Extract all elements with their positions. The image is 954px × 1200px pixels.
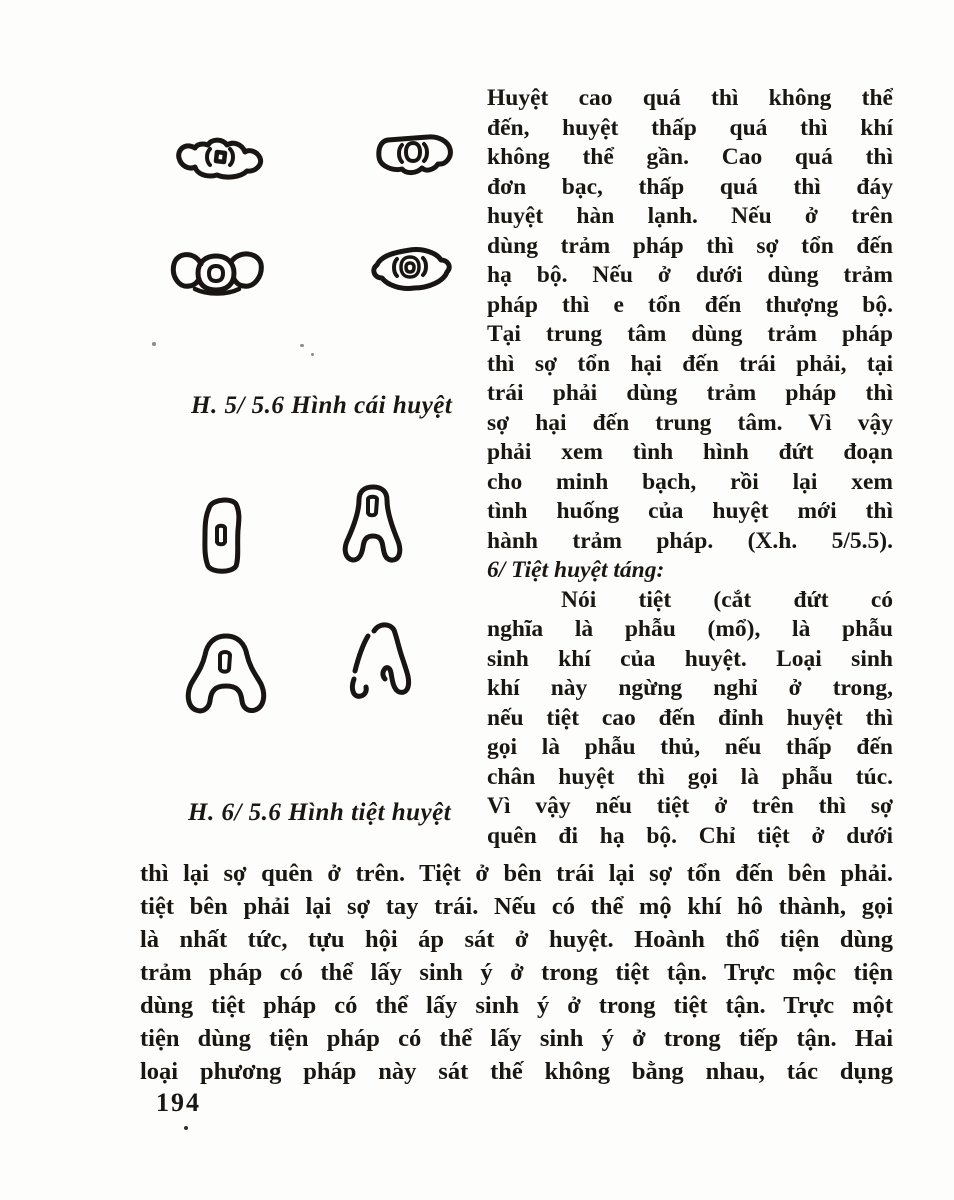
text-line: hành trảm pháp. (X.h. 5/5.5). — [487, 527, 893, 554]
text-line: nếu tiệt cao đến đỉnh huyệt thì — [487, 704, 893, 731]
text-line: đơn bạc, thấp quá thì đáy — [487, 173, 893, 200]
text-line: tiệt bên phải lại sợ tay trái. Nếu có thể mộ khí hô thành, gọi — [140, 893, 893, 920]
text-line: Nói tiệt (cắt đứt có — [561, 586, 893, 613]
text-line: quên đi hạ bộ. Chỉ tiệt ở dưới — [487, 822, 893, 849]
text-line: sợ hại đến trung tâm. Vì vậy — [487, 409, 893, 436]
section-heading: 6/ Tiệt huyệt táng: — [487, 557, 665, 583]
text-line: cho minh bạch, rồi lại xem — [487, 468, 893, 495]
text-line: tiện dùng tiện pháp có thể lấy sinh ý ở trong tiếp tận. Hai — [140, 1025, 893, 1052]
text-line: đến, huyệt thấp quá thì khí — [487, 114, 893, 141]
figure-tiet-huyet-shape-1 — [197, 496, 245, 576]
figure-tiet-huyet-shape-4 — [346, 620, 414, 708]
page-number: 194 — [156, 1088, 201, 1117]
figure-tiet-huyet-shape-2 — [342, 483, 404, 571]
scan-speck — [300, 344, 304, 347]
text-line: huyệt hàn lạnh. Nếu ở trên — [487, 203, 893, 229]
text-line: tình huống của huyệt mới thì — [487, 498, 893, 524]
figure-cai-huyet-blob-3 — [169, 245, 265, 297]
figure-cai-huyet-blob-2 — [372, 130, 455, 180]
scan-speck — [184, 1126, 188, 1130]
text-line: Huyệt cao quá thì không thể — [487, 85, 893, 111]
text-line: nghĩa là phẫu (mổ), là phẫu — [487, 616, 893, 642]
text-line: phải xem tình hình đứt đoạn — [487, 439, 893, 465]
text-line: Tại trung tâm dùng trảm pháp — [487, 321, 893, 347]
text-line: hạ bộ. Nếu ở dưới dùng trảm — [487, 262, 893, 288]
text-line: gọi là phẫu thủ, nếu thấp đến — [487, 734, 893, 760]
scan-speck — [311, 353, 314, 356]
text-line: dùng tiệt pháp có thể lấy sinh ý ở trong tiệt tận. Trực một — [140, 992, 893, 1019]
text-line: thì sợ tổn hại đến trái phải, tại — [487, 350, 893, 377]
text-line: pháp thì e tổn đến thượng bộ. — [487, 291, 893, 318]
text-line: Vì vậy nếu tiệt ở trên thì sợ — [487, 793, 893, 819]
text-line: khí này ngừng nghỉ ở trong, — [487, 675, 893, 701]
figure-6-caption: H. 6/ 5.6 Hình tiệt huyệt — [188, 799, 452, 826]
scan-speck — [152, 342, 156, 346]
figure-tiet-huyet-shape-3 — [184, 630, 269, 722]
text-line: loại phương pháp này sát thế không bằng nhau, tác dụng — [140, 1058, 893, 1085]
figure-5-caption: H. 5/ 5.6 Hình cái huyệt — [191, 392, 453, 419]
text-line: là nhất tức, tựu hội áp sát ở huyệt. Hoành thổ tiện dùng — [140, 926, 893, 953]
text-line: sinh khí của huyệt. Loại sinh — [487, 645, 893, 672]
text-line: trảm pháp có thể lấy sinh ý ở trong tiệt tận. Trực mộc tiện — [140, 959, 893, 986]
text-line: trái phải dùng trảm pháp thì — [487, 380, 893, 406]
bottom-paragraph — [140, 857, 893, 1088]
text-line: thì lại sợ quên ở trên. Tiệt ở bên trái lại sợ tổn đến bên phải. — [140, 860, 893, 887]
text-line: không thể gần. Cao quá thì — [487, 144, 893, 170]
figure-cai-huyet-blob-4 — [367, 241, 454, 295]
figure-cai-huyet-blob-1 — [175, 131, 265, 181]
right-text-column — [487, 84, 893, 851]
text-line: chân huyệt thì gọi là phẫu túc. — [487, 763, 893, 790]
text-line: dùng trảm pháp thì sợ tổn đến — [487, 232, 893, 259]
